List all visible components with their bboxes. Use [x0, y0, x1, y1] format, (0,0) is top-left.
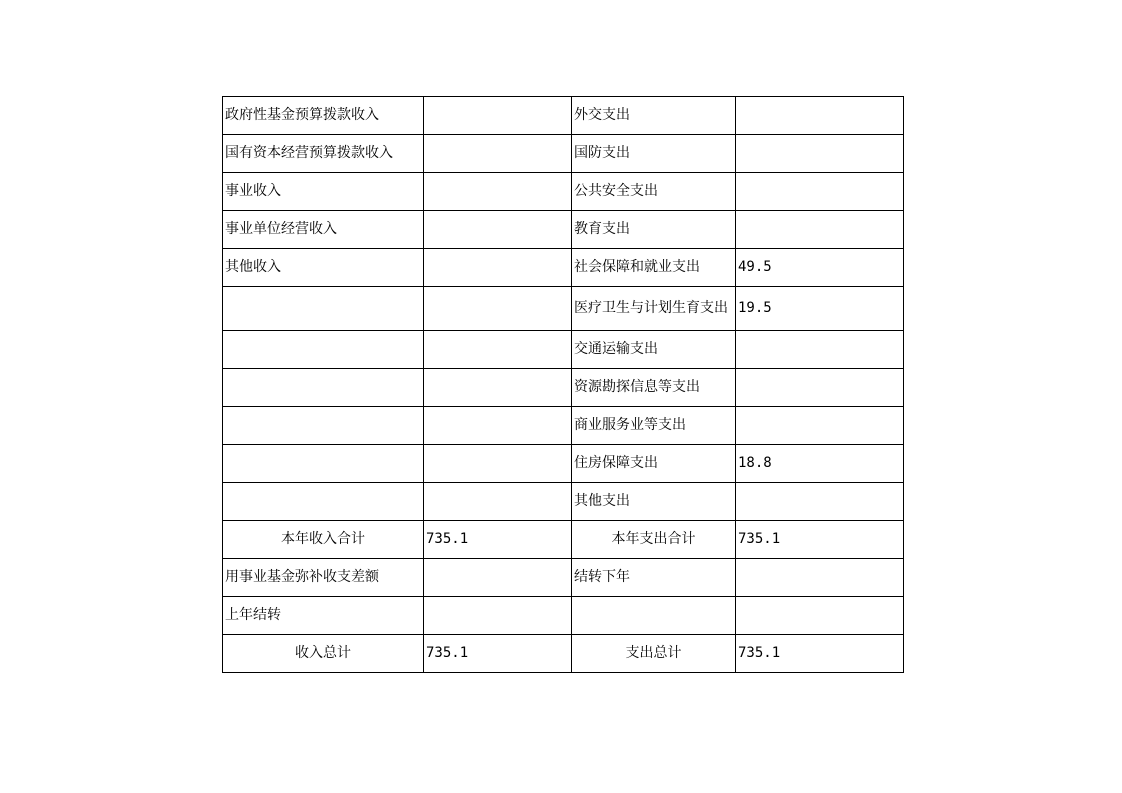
table-row-subtotal [223, 521, 904, 559]
expense-item-cell: 商业服务业等支出 [572, 407, 736, 445]
table-row [223, 445, 904, 483]
income-item-cell: 用事业基金弥补收支差额 [223, 559, 424, 597]
income-item-cell: 上年结转 [223, 597, 424, 635]
table-row [223, 407, 904, 445]
income-amount-cell [424, 249, 572, 287]
income-item-cell [223, 287, 424, 331]
income-item-cell [223, 369, 424, 407]
table-row [223, 249, 904, 287]
income-amount-cell [424, 211, 572, 249]
income-item-cell: 事业单位经营收入 [223, 211, 424, 249]
expense-item-cell: 教育支出 [572, 211, 736, 249]
expense-amount-cell [736, 135, 904, 173]
expense-item-cell: 住房保障支出 [572, 445, 736, 483]
expense-amount-cell [736, 97, 904, 135]
income-total-label: 收入总计 [223, 635, 424, 673]
expense-item-cell [572, 597, 736, 635]
income-item-cell: 国有资本经营预算拨款收入 [223, 135, 424, 173]
expense-amount-cell [736, 407, 904, 445]
expense-item-cell: 医疗卫生与计划生育支出 [572, 287, 736, 331]
income-amount-cell [424, 135, 572, 173]
income-item-cell [223, 445, 424, 483]
expense-subtotal-label: 本年支出合计 [572, 521, 736, 559]
table-row [223, 287, 904, 331]
income-amount-cell [424, 445, 572, 483]
income-amount-cell [424, 369, 572, 407]
expense-total-label: 支出总计 [572, 635, 736, 673]
expense-amount-cell: 49.5 [736, 249, 904, 287]
income-item-cell [223, 407, 424, 445]
expense-item-cell: 资源勘探信息等支出 [572, 369, 736, 407]
income-item-cell [223, 483, 424, 521]
expense-item-cell: 公共安全支出 [572, 173, 736, 211]
table-row [223, 173, 904, 211]
income-total-amount: 735.1 [424, 635, 572, 673]
income-item-cell [223, 331, 424, 369]
expense-item-cell: 其他支出 [572, 483, 736, 521]
income-amount-cell [424, 597, 572, 635]
expense-subtotal-amount: 735.1 [736, 521, 904, 559]
income-amount-cell [424, 97, 572, 135]
income-amount-cell [424, 559, 572, 597]
table-row [223, 97, 904, 135]
table-row [223, 135, 904, 173]
expense-amount-cell [736, 211, 904, 249]
table-row-grand-total [223, 635, 904, 673]
income-amount-cell [424, 287, 572, 331]
expense-amount-cell [736, 173, 904, 211]
expense-amount-cell [736, 597, 904, 635]
expense-item-cell: 交通运输支出 [572, 331, 736, 369]
income-amount-cell [424, 483, 572, 521]
income-subtotal-amount: 735.1 [424, 521, 572, 559]
table-row [223, 331, 904, 369]
expense-item-cell: 国防支出 [572, 135, 736, 173]
income-item-cell: 政府性基金预算拨款收入 [223, 97, 424, 135]
expense-amount-cell [736, 331, 904, 369]
table-row [223, 483, 904, 521]
expense-total-amount: 735.1 [736, 635, 904, 673]
budget-table [222, 96, 904, 673]
expense-amount-cell: 19.5 [736, 287, 904, 331]
expense-amount-cell [736, 369, 904, 407]
table-row [223, 559, 904, 597]
expense-item-cell: 外交支出 [572, 97, 736, 135]
expense-item-cell: 社会保障和就业支出 [572, 249, 736, 287]
income-item-cell: 其他收入 [223, 249, 424, 287]
table-row [223, 369, 904, 407]
expense-amount-cell [736, 483, 904, 521]
expense-amount-cell: 18.8 [736, 445, 904, 483]
expense-item-cell: 结转下年 [572, 559, 736, 597]
table-row [223, 211, 904, 249]
income-subtotal-label: 本年收入合计 [223, 521, 424, 559]
expense-amount-cell [736, 559, 904, 597]
income-item-cell: 事业收入 [223, 173, 424, 211]
income-amount-cell [424, 331, 572, 369]
income-amount-cell [424, 173, 572, 211]
table-row [223, 597, 904, 635]
income-amount-cell [424, 407, 572, 445]
